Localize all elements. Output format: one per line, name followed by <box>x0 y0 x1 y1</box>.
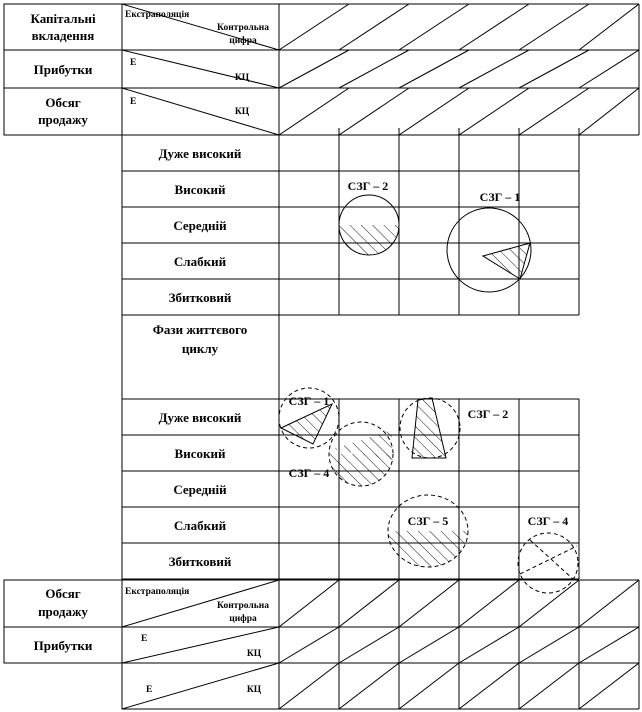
trend-line <box>579 663 639 709</box>
trend-line <box>279 88 349 135</box>
control-figure-tag: Контрольна <box>217 23 269 33</box>
bottom-row-unlabeled <box>122 663 279 709</box>
zone-circle-szg-2 <box>339 179 399 255</box>
trend-line <box>279 50 349 88</box>
row-label: Слабкий <box>173 254 227 269</box>
top-row-sales-volume <box>4 88 279 135</box>
trend-line <box>279 580 339 627</box>
trend-line <box>399 4 469 50</box>
trend-line <box>459 663 519 709</box>
row-label: Збитковий <box>168 554 232 569</box>
control-figure-tag: цифра <box>229 36 257 46</box>
trend-line <box>579 4 639 50</box>
trend-line <box>579 50 639 88</box>
zone-label: СЗГ – 5 <box>407 514 449 528</box>
extrapolation-tag: Е <box>130 58 137 68</box>
row-label: Високий <box>174 182 226 197</box>
phases-label-line: циклу <box>181 341 219 356</box>
bottom-row-profits <box>4 627 279 663</box>
extrapolation-tag: Екстраполяція <box>125 10 190 20</box>
control-figure-tag: Контрольна <box>217 601 269 611</box>
trend-line <box>459 50 529 88</box>
top-row-profits <box>4 50 279 88</box>
trend-line <box>519 580 579 627</box>
zone-label: СЗГ – 4 <box>288 466 330 480</box>
trend-line <box>399 50 469 88</box>
trend-line <box>459 627 519 663</box>
extrapolation-tag: Е <box>141 634 148 644</box>
trend-line <box>339 580 399 627</box>
row-label: Збитковий <box>168 290 232 305</box>
trend-line <box>519 50 589 88</box>
trend-line <box>279 663 339 709</box>
zone-label: СЗГ – 2 <box>347 179 389 193</box>
control-figure-tag: КЦ <box>234 107 250 117</box>
matrix-2-row-labels <box>122 399 279 579</box>
trend-line <box>339 4 409 50</box>
top-timeline-grid <box>279 4 639 135</box>
trend-line <box>579 88 639 135</box>
trend-line <box>279 627 339 663</box>
row-label: Середній <box>173 482 227 497</box>
zone-label: СЗГ – 2 <box>467 407 509 421</box>
trend-line <box>519 88 589 135</box>
row-label-line: Прибутки <box>33 62 93 77</box>
zone-circle-szg-1-forecast <box>279 388 339 448</box>
bottom-timeline-grid <box>279 580 639 709</box>
trend-line <box>399 88 469 135</box>
trend-line <box>339 50 409 88</box>
extrapolation-tag: Екстраполяція <box>125 587 190 597</box>
zone-label: СЗГ – 1 <box>288 394 330 408</box>
phases-label-line: Фази життєвого <box>152 322 248 337</box>
row-label-line: Обсяг <box>45 95 81 110</box>
row-label-line: вкладення <box>31 28 95 43</box>
zone-label: СЗГ – 1 <box>479 190 521 204</box>
row-label: Дуже високий <box>158 410 242 425</box>
trend-line <box>399 663 459 709</box>
bottom-planning-table <box>4 580 639 709</box>
top-planning-table <box>4 4 639 135</box>
zone-label: СЗГ – 4 <box>527 514 569 528</box>
extrapolation-tag: Е <box>130 97 137 107</box>
zone-circle-szg-1 <box>447 190 531 292</box>
trend-line <box>339 663 399 709</box>
row-label: Дуже високий <box>158 146 242 161</box>
profitability-matrix-1 <box>122 135 579 315</box>
extrapolation-tag: Е <box>146 685 153 695</box>
trend-line <box>519 627 579 663</box>
row-label-line: Прибутки <box>33 638 93 653</box>
life-cycle-phases-box <box>122 315 279 399</box>
trend-line <box>579 580 639 627</box>
trend-line <box>339 627 399 663</box>
control-figure-tag: КЦ <box>234 73 250 83</box>
control-figure-tag: цифра <box>229 614 257 624</box>
trend-line <box>339 88 409 135</box>
control-figure-tag: КЦ <box>246 649 262 659</box>
row-label-line: Капітальні <box>30 11 96 26</box>
row-label: Високий <box>174 446 226 461</box>
control-figure-tag: КЦ <box>246 685 262 695</box>
bottom-row-sales-volume <box>4 580 279 627</box>
top-row-capital-investments <box>4 4 279 50</box>
trend-line <box>459 88 529 135</box>
row-label-line: продажу <box>38 604 88 619</box>
row-label: Середній <box>173 218 227 233</box>
row-label: Слабкий <box>173 518 227 533</box>
trend-line <box>459 580 519 627</box>
zone-circle-szg-4-cross <box>518 514 578 593</box>
profitability-matrix-2 <box>122 388 579 593</box>
row-label-line: Обсяг <box>45 586 81 601</box>
trend-line <box>279 4 349 50</box>
trend-line <box>459 4 529 50</box>
row-label-line: продажу <box>38 112 88 127</box>
trend-line <box>519 4 589 50</box>
matrix-1-row-labels <box>122 135 279 315</box>
trend-line <box>399 580 459 627</box>
trend-line <box>519 663 579 709</box>
zone-circle-szg-2-forecast <box>400 398 508 458</box>
trend-line <box>399 627 459 663</box>
trend-line <box>579 627 639 663</box>
matrix-1-grid <box>279 135 579 315</box>
zone-circle-szg-5-forecast <box>388 495 468 567</box>
